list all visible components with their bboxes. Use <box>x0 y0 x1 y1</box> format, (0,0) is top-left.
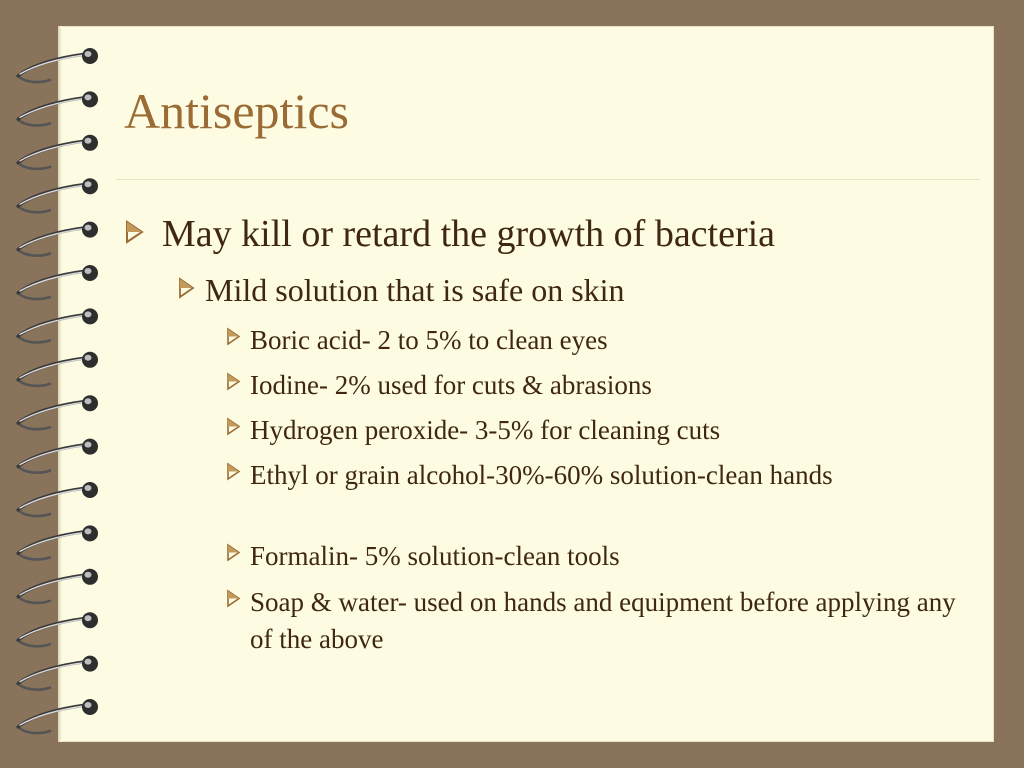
bullet-item-level2 <box>178 272 978 309</box>
spiral-ring-icon <box>18 178 98 212</box>
spiral-ring-icon <box>18 91 98 125</box>
bullet-text: Ethyl or grain alcohol-30%-60% solution-clean hands <box>250 460 833 490</box>
spiral-ring-icon <box>18 135 98 169</box>
spiral-ring-icon <box>18 699 98 733</box>
bullet-item-level3 <box>226 412 971 449</box>
bullet-item-level3 <box>226 538 971 575</box>
bullet-text: Formalin- 5% solution-clean tools <box>250 541 620 571</box>
spiral-ring-icon <box>18 525 98 559</box>
bullet-item-level3 <box>226 322 971 359</box>
arrow-bullet-icon <box>226 462 248 481</box>
bullet-text: Boric acid- 2 to 5% to clean eyes <box>250 325 608 355</box>
bullet-text: Mild solution that is safe on skin <box>205 272 625 308</box>
spiral-ring-icon <box>18 265 98 299</box>
arrow-bullet-icon <box>226 417 248 436</box>
spiral-ring-icon <box>18 612 98 646</box>
bullet-item-level1 <box>124 213 964 257</box>
arrow-bullet-icon <box>226 589 248 608</box>
arrow-bullet-icon <box>226 372 248 391</box>
arrow-bullet-icon <box>178 277 204 299</box>
bullet-text: Soap & water- used on hands and equipment before applying any of the above <box>250 587 956 654</box>
spiral-binding <box>10 36 110 736</box>
bullet-item-level3 <box>226 367 971 404</box>
spiral-ring-icon <box>18 656 98 690</box>
bullet-item-level3 <box>226 584 971 657</box>
spiral-ring-icon <box>18 48 98 82</box>
spiral-ring-icon <box>18 352 98 386</box>
spiral-ring-icon <box>18 308 98 342</box>
arrow-bullet-icon <box>124 219 158 245</box>
spiral-ring-icon <box>18 222 98 256</box>
slide-title: Antiseptics <box>124 83 349 139</box>
spiral-ring-icon <box>18 482 98 516</box>
bullet-text: Iodine- 2% used for cuts & abrasions <box>250 370 652 400</box>
bullet-item-level3 <box>226 457 971 494</box>
arrow-bullet-icon <box>226 327 248 346</box>
bullet-text: May kill or retard the growth of bacteria <box>162 213 776 255</box>
bullet-text: Hydrogen peroxide- 3-5% for cleaning cuts <box>250 415 721 445</box>
spiral-ring-icon <box>18 395 98 429</box>
arrow-bullet-icon <box>226 543 248 562</box>
title-divider <box>116 179 980 180</box>
spiral-ring-icon <box>18 439 98 473</box>
spiral-ring-icon <box>18 569 98 603</box>
